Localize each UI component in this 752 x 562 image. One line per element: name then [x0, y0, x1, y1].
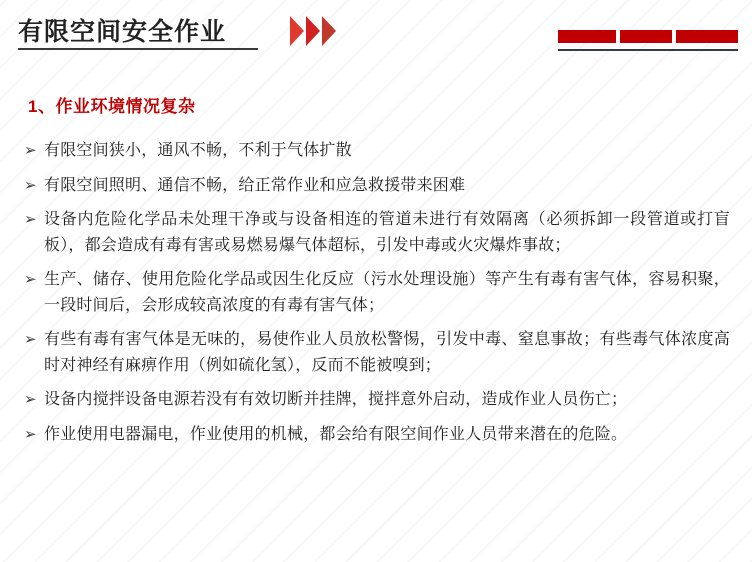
chevron-right-icon: [290, 16, 304, 46]
header-rule: [558, 49, 738, 51]
list-item: [24, 387, 730, 413]
list-item: [24, 138, 730, 164]
bullet-arrow-icon: ➢: [24, 390, 37, 408]
bullet-dot-icon: ➢: [24, 210, 37, 228]
header-accent-bars: [558, 30, 738, 46]
double-chevron-right-icon: [290, 16, 352, 46]
slide-header: [0, 0, 752, 62]
chevron-right-icon: [306, 16, 320, 46]
bullet-arrow-icon: ➢: [24, 141, 37, 159]
accent-bar: [676, 30, 738, 43]
list-item-text: 有限空间照明、通信不畅，给正常作业和应急救援带来困难: [44, 176, 466, 194]
section-heading: 1、作业环境情况复杂: [28, 97, 196, 116]
bullet-arrow-icon: ➢: [24, 424, 37, 443]
list-item-text: 设备内危险化学品未处理干净或与设备相连的管道未进行有效隔离（必须拆卸一段管道或打盲板），都会造成有毒有害或易燃易爆气体超标，引发中毒或火灾爆炸事故；: [44, 211, 730, 254]
title-underline: [18, 48, 258, 50]
bullet-list: [24, 138, 730, 456]
page-title: 有限空间安全作业: [18, 18, 227, 46]
list-item: [24, 422, 730, 448]
bullet-arrow-icon: ➢: [24, 270, 37, 288]
chevron-right-icon: [322, 16, 336, 46]
list-item-text: 作业使用电器漏电，作业使用的机械，都会给有限空间作业人员带来潜在的危险。: [44, 425, 628, 443]
list-item: [24, 267, 730, 318]
list-item-text: 设备内搅拌设备电源若没有有效切断并挂牌，搅拌意外启动，造成作业人员伤亡；: [44, 391, 628, 408]
list-item: [24, 207, 730, 258]
bullet-arrow-icon: ➢: [24, 330, 37, 348]
bullet-arrow-icon: ➢: [24, 175, 37, 194]
list-item-text: 有限空间狭小，通风不畅，不利于气体扩散: [44, 142, 352, 159]
list-item: [24, 327, 730, 378]
accent-bar: [558, 30, 616, 43]
list-item-text: 有些有毒有害气体是无味的，易使作业人员放松警惕，引发中毒、窒息事故；有些毒气体浓度高时对神经有麻痹作用（例如硫化氢），反而不能被嗅到；: [44, 331, 730, 374]
list-item-text: 生产、储存、使用危险化学品或因生化反应（污水处理设施）等产生有毒有害气体，容易积聚，一段时间后，会形成较高浓度的有毒有害气体；: [44, 271, 730, 314]
accent-bar: [620, 30, 672, 43]
list-item: [24, 173, 730, 199]
